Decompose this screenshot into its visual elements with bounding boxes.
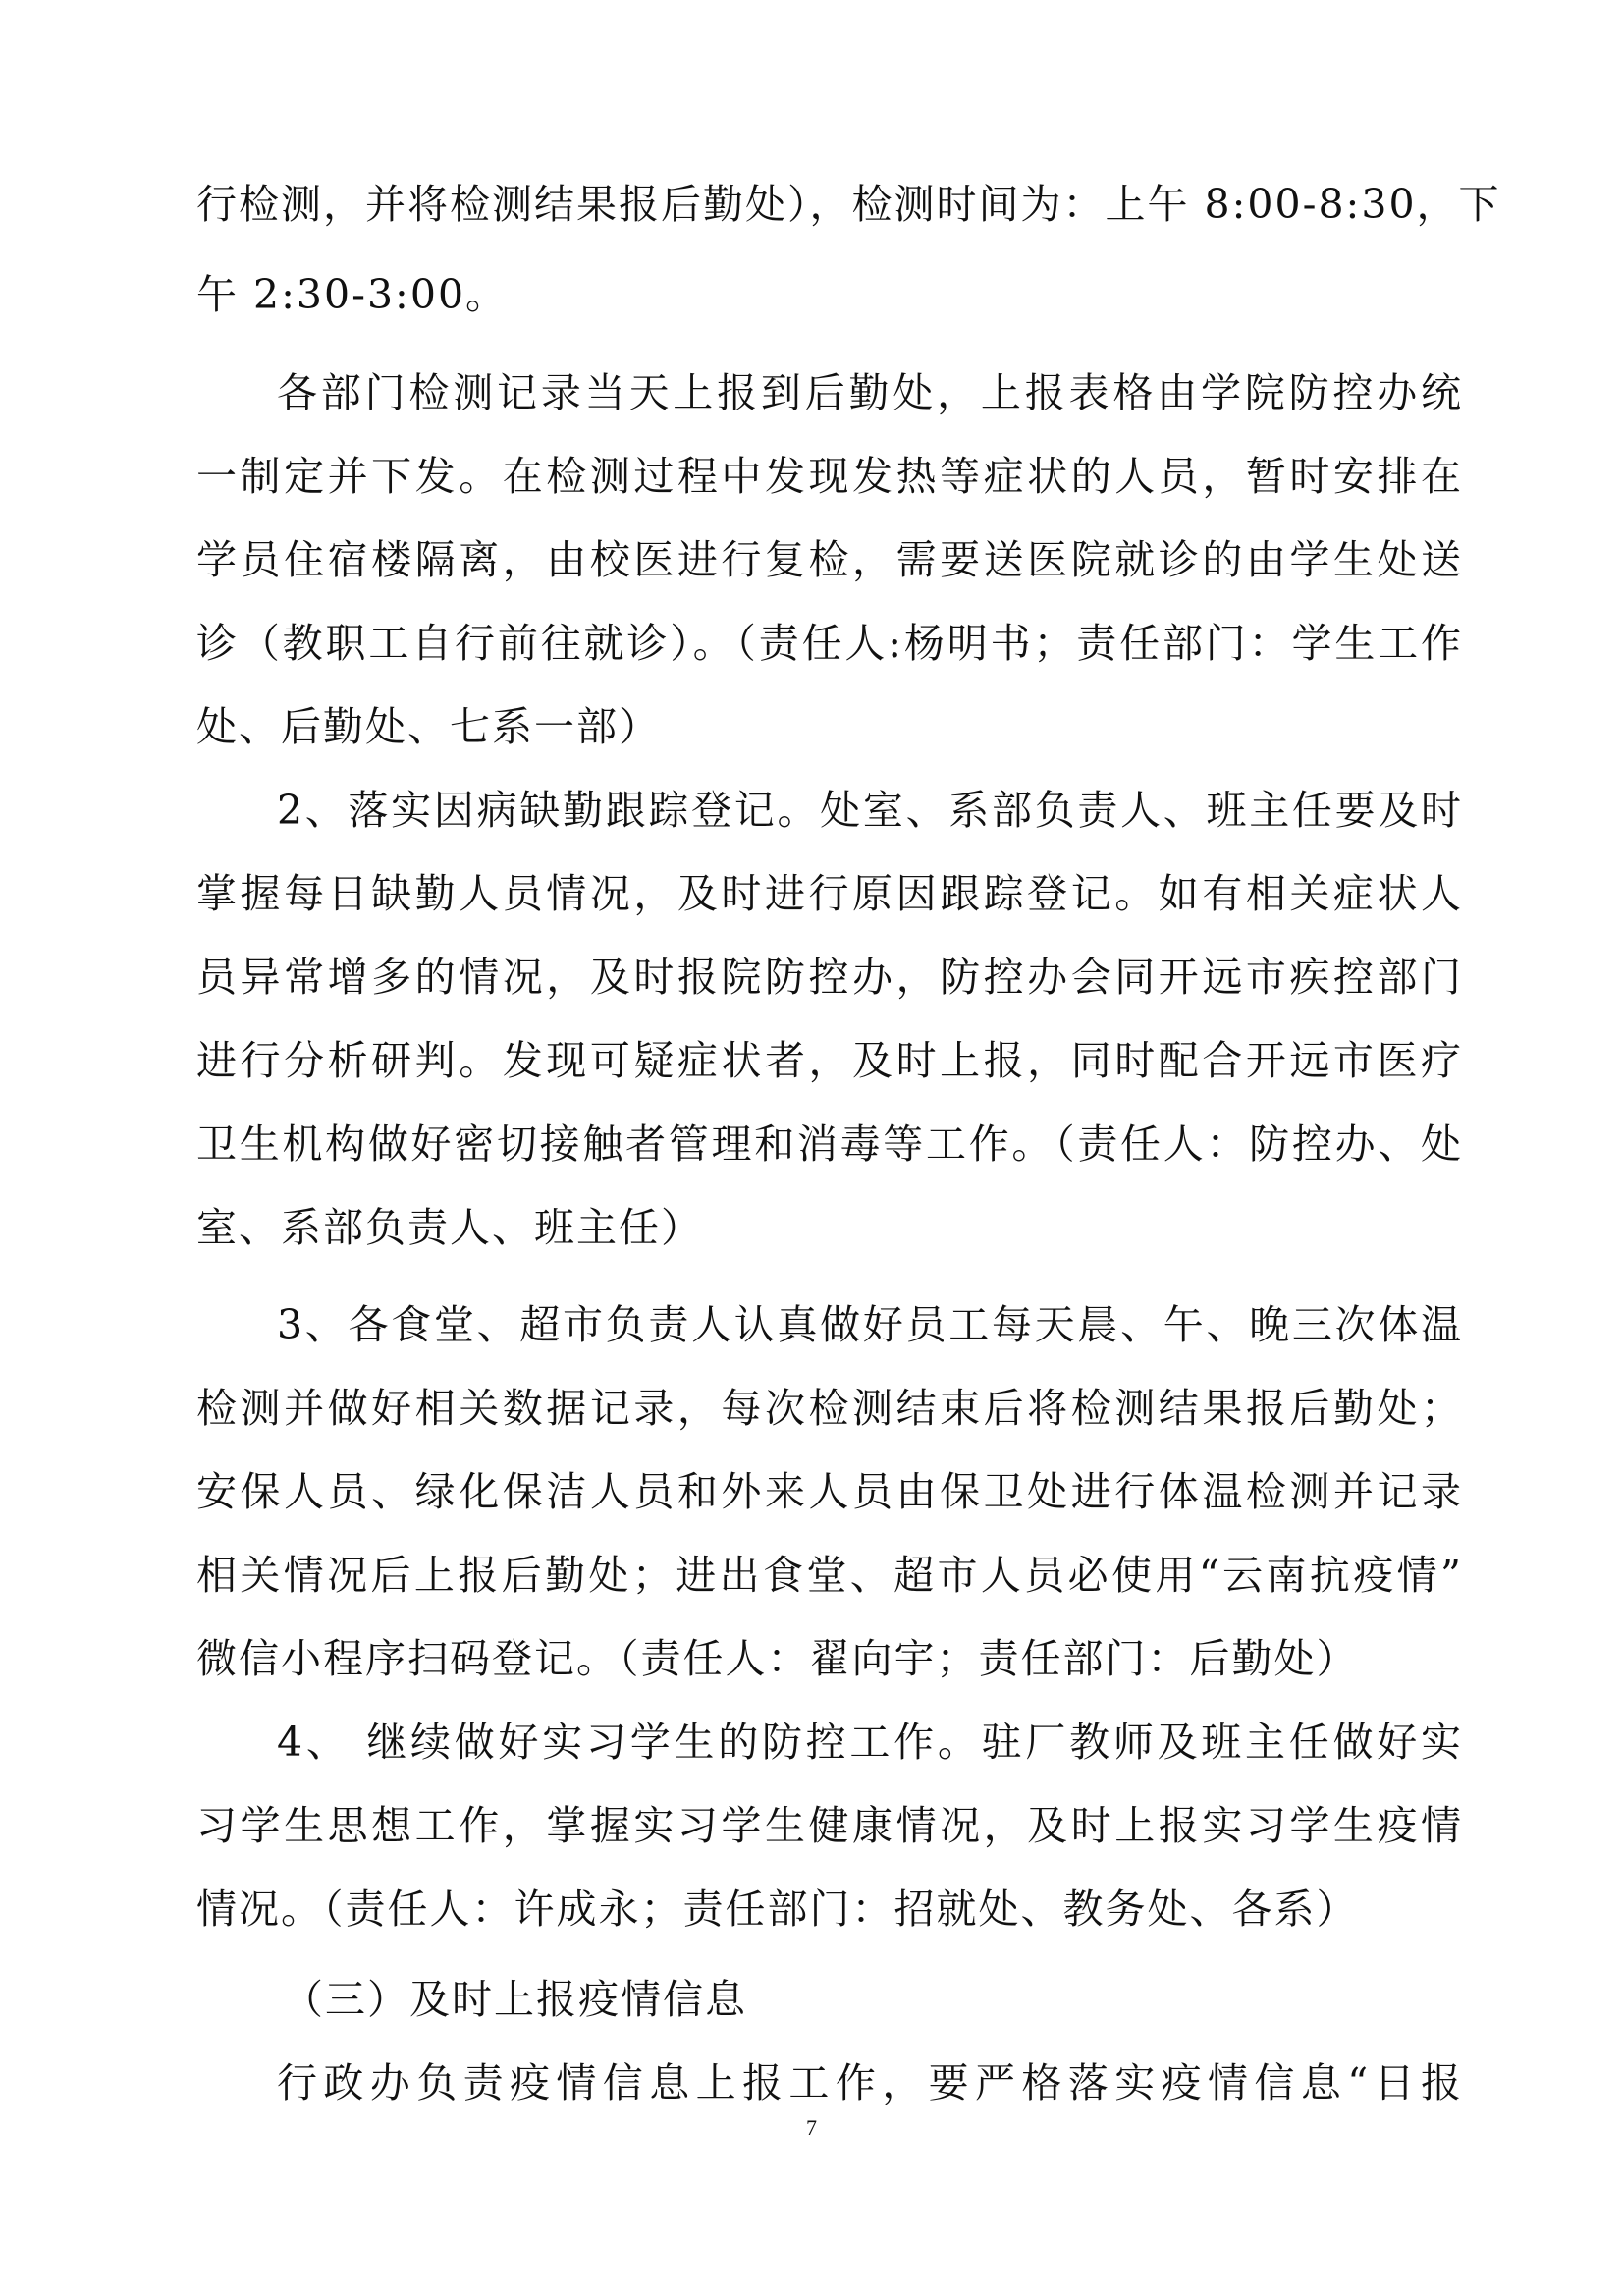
page-number: 7: [806, 2115, 817, 2140]
body-text-line: 进行分析研判。发现可疑症状者，及时上报，同时配合开远市医疗: [196, 1037, 1463, 1084]
body-text-line: 4、 继续做好实习学生的防控工作。驻厂教师及班主任做好实: [277, 1719, 1463, 1766]
body-text-line: 安保人员、绿化保洁人员和外来人员由保卫处进行体温检测并记录: [196, 1468, 1463, 1515]
body-text-line: 一制定并下发。在检测过程中发现发热等症状的人员，暂时安排在: [196, 453, 1463, 500]
body-text-line: 检测并做好相关数据记录，每次检测结束后将检测结果报后勤处；: [196, 1385, 1463, 1432]
body-text-line: 3、各食堂、超市负责人认真做好员工每天晨、午、晚三次体温: [277, 1301, 1463, 1348]
body-text-line: 情况。（责任人：许成永；责任部门：招就处、教务处、各系）: [196, 1886, 1359, 1933]
body-text-line: 处、后勤处、七系一部）: [196, 703, 661, 750]
body-text-line: 学员住宿楼隔离，由校医进行复检，需要送医院就诊的由学生处送: [196, 536, 1463, 583]
body-text-line: 员异常增多的情况，及时报院防控办，防控办会同开远市疾控部门: [196, 954, 1463, 1001]
body-text-line: 行政办负责疫情信息上报工作，要严格落实疫情信息“日报: [277, 2059, 1463, 2106]
body-text-line: 卫生机构做好密切接触者管理和消毒等工作。（责任人：防控办、处: [196, 1121, 1463, 1168]
body-text-line: 午 2:30-3:00。: [196, 271, 509, 318]
body-text-line: 室、系部负责人、班主任）: [196, 1204, 703, 1251]
body-text-line: 微信小程序扫码登记。（责任人：翟向宇；责任部门：后勤处）: [196, 1635, 1359, 1682]
body-text-line: 习学生思想工作，掌握实习学生健康情况，及时上报实习学生疫情: [196, 1802, 1463, 1849]
section-heading: （三）及时上报疫情信息: [283, 1976, 747, 2023]
body-text-line: 行检测，并将检测结果报后勤处），检测时间为：上午 8:00-8:30，下: [196, 181, 1501, 228]
body-text-line: 掌握每日缺勤人员情况，及时进行原因跟踪登记。如有相关症状人: [196, 870, 1463, 917]
body-text-line: 各部门检测记录当天上报到后勤处，上报表格由学院防控办统: [277, 369, 1463, 416]
body-text-line: 相关情况后上报后勤处；进出食堂、超市人员必使用“云南抗疫情”: [196, 1552, 1463, 1599]
body-text-line: 诊（教职工自行前往就诊）。（责任人:杨明书；责任部门：学生工作: [196, 620, 1463, 667]
body-text-line: 2、落实因病缺勤跟踪登记。处室、系部负责人、班主任要及时: [277, 787, 1463, 834]
